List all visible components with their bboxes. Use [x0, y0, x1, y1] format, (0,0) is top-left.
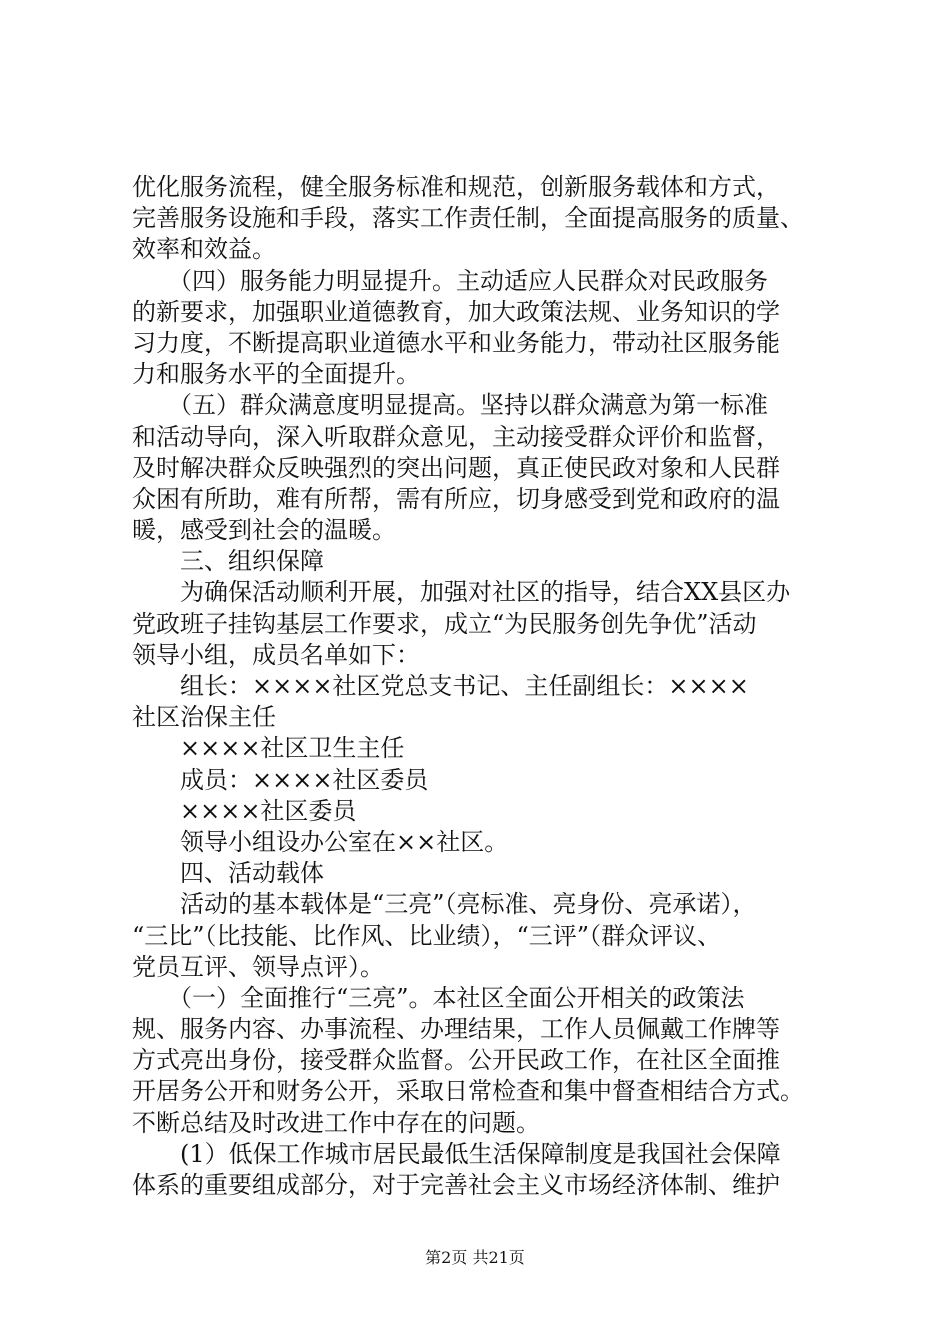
- text-line: 习力度，不断提高职业道德水平和业务能力，带动社区服务能: [132, 328, 780, 357]
- text-line: 党政班子挂钩基层工作要求，成立“为民服务创先争优”活动: [132, 609, 757, 638]
- text-line: 组长：××××社区党总支书记、主任副组长：××××: [132, 672, 749, 700]
- text-line: 成员：××××社区委员: [132, 765, 429, 794]
- text-line: 众困有所助，难有所帮，需有所应，切身感受到党和政府的温: [132, 484, 780, 513]
- text-line: 领导小组，成员名单如下：: [132, 640, 420, 669]
- page-footer: [0, 1245, 950, 1268]
- text-line: ××××社区委员: [132, 796, 357, 825]
- text-line: 体系的重要组成部分，对于完善社会主义市场经济体制、维护: [132, 1171, 780, 1199]
- text-line: 不断总结及时改进工作中存在的问题。: [132, 1108, 540, 1137]
- text-line: 完善服务设施和手段，落实工作责任制，全面提高服务的质量、: [132, 204, 804, 233]
- text-line: 和活动导向，深入听取群众意见，主动接受群众评价和监督，: [132, 422, 780, 451]
- text-line: 优化服务流程，健全服务标准和规范，创新服务载体和方式，: [132, 173, 780, 201]
- text-line: 活动的基本载体是“三亮”（亮标准、亮身份、亮承诺），: [132, 890, 757, 919]
- text-line: 暖，感受到社会的温暖。: [132, 516, 396, 545]
- text-line: 及时解决群众反映强烈的突出问题，真正使民政对象和人民群: [132, 453, 780, 482]
- text-line: 为确保活动顺利开展，加强对社区的指导，结合XX县区办: [132, 578, 791, 607]
- text-line: 党员互评、领导点评）。: [132, 952, 384, 981]
- text-line: (1）低保工作城市居民最低生活保障制度是我国社会保障: [132, 1139, 781, 1168]
- text-line: 的新要求，加强职业道德教育，加大政策法规、业务知识的学: [132, 297, 780, 326]
- text-line: 力和服务水平的全面提升。: [132, 360, 420, 389]
- text-line: “三比”（比技能、比作风、比业绩），“三评”（群众评议、: [132, 921, 722, 950]
- page-number: 第2页 共21页: [425, 1248, 525, 1267]
- text-line: ××××社区卫生主任: [132, 734, 405, 763]
- text-line: 效率和效益。: [132, 235, 276, 264]
- section-heading: 三、组织保障: [132, 547, 324, 576]
- text-line: （一）全面推行“三亮”。本社区全面公开相关的政策法: [132, 983, 745, 1012]
- text-line: （五）群众满意度明显提高。坚持以群众满意为第一标准: [132, 391, 768, 420]
- text-line: （四）服务能力明显提升。主动适应人民群众对民政服务: [132, 266, 768, 295]
- text-line: 领导小组设办公室在××社区。: [132, 827, 509, 856]
- text-line: 社区治保主任: [132, 703, 276, 732]
- section-heading: 四、活动载体: [132, 859, 324, 888]
- text-line: 规、服务内容、办事流程、办理结果，工作人员佩戴工作牌等: [132, 1015, 780, 1044]
- document-body: [132, 172, 852, 1201]
- text-line: 方式亮出身份，接受群众监督。公开民政工作，在社区全面推: [132, 1046, 780, 1075]
- text-line: 开居务公开和财务公开，采取日常检查和集中督查相结合方式。: [132, 1077, 804, 1106]
